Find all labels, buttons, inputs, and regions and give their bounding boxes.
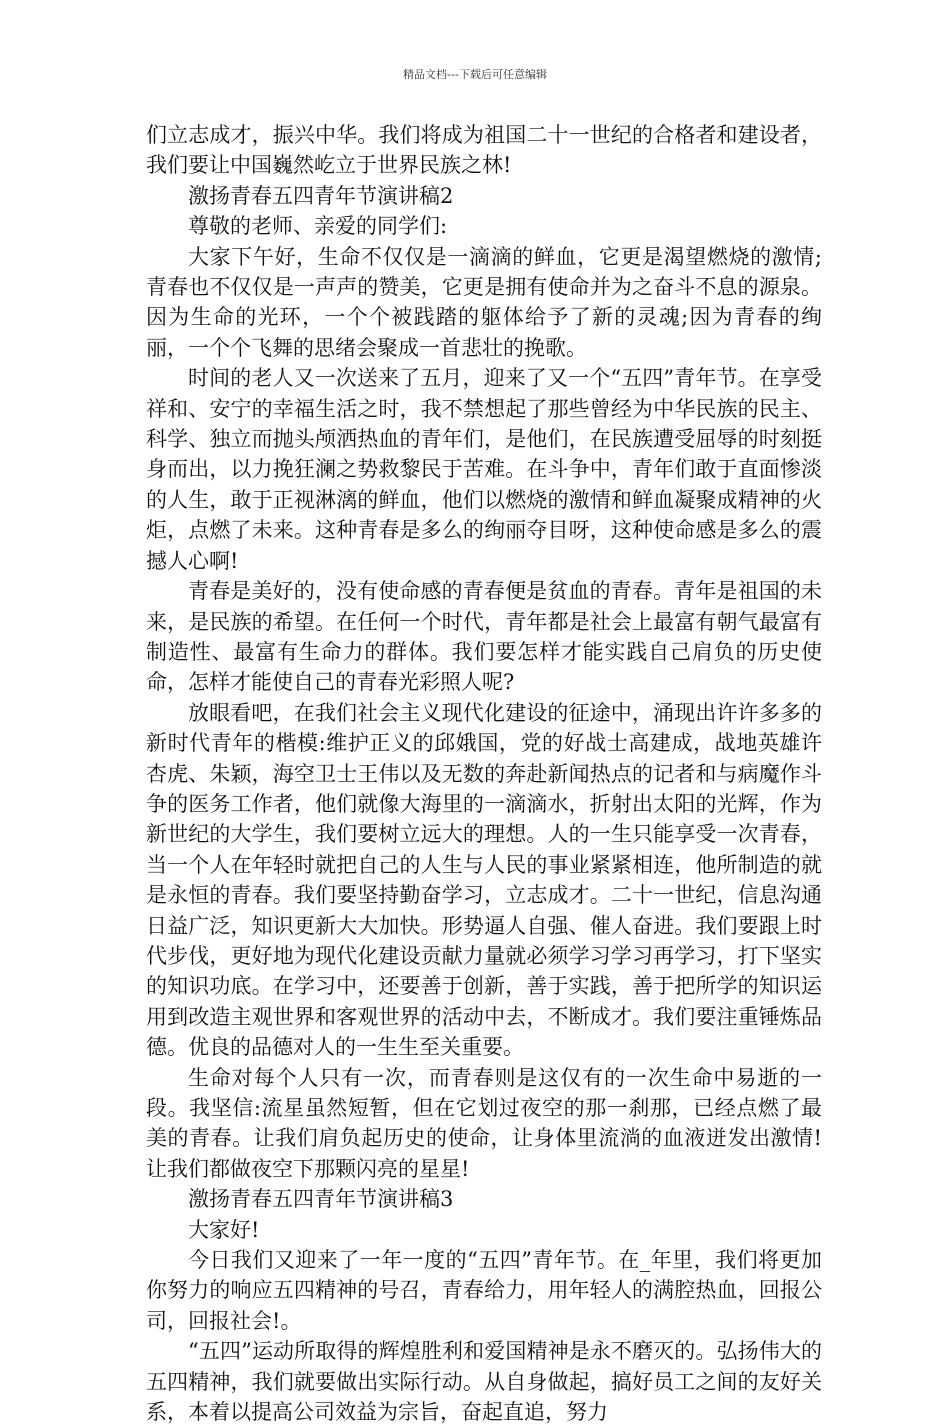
paragraph: 大家下午好，生命不仅仅是一滴滴的鲜血，它更是渴望燃烧的激情;青春也不仅仅是一声声的赞美，它更是拥有使命并为之奋斗不息的源泉。因为生命的光环，一个个被践踏的躯体给予了新的灵魂;因为青春的绚丽，一个个飞舞的思绪会聚成一首悲壮的挽歌。 [146,244,822,360]
section-title: 激扬青春五四青年节演讲稿3 [188,1187,454,1212]
paragraph: “五四”运动所取得的辉煌胜利和爱国精神是永不磨灭的。弘扬伟大的五四精神，我们就要做出实际行动。从自身做起，搞好员工之间的友好关系，本着以提高公司效益为宗旨，奋起直追，努力 [146,1339,822,1425]
paragraph: 们立志成才，振兴中华。我们将成为祖国二十一世纪的合格者和建设者，我们要让中国巍然屹立于世界民族之林! [146,123,822,178]
paragraph: 生命对每个人只有一次，而青春则是这仅有的一次生命中易逝的一段。我坚信:流星虽然短暂，但在它划过夜空的那一刹那，已经点燃了最美的青春。让我们肩负起历史的使命，让身体里流淌的血液迸发出激情!让我们都做夜空下那颗闪亮的星星! [146,1065,822,1181]
paragraph: 放眼看吧，在我们社会主义现代化建设的征途中，涌现出许许多多的新时代青年的楷模:维护正义的邱娥国，党的好战士高建成，战地英雄许杏虎、朱颖，海空卫士王伟以及无数的奔赴新闻热点的记者和与病魔作斗争的医务工作者，他们就像大海里的一滴滴水，折射出太阳的光辉，作为新世纪的大学生，我们要树立远大的理想。人的一生只能享受一次青春，当一个人在年轻时就把自己的人生与人民的事业紧紧相连，他所制造的就是永恒的青春。我们要坚持勤奋学习，立志成才。二十一世纪，信息沟通日益广泛，知识更新大大加快。形势逼人自强、催人奋进。我们要跟上时代步伐，更好地为现代化建设贡献力量就必须学习学习再学习，打下坚实的知识功底。在学习中，还要善于创新，善于实践，善于把所学的知识运用到改造主观世界和客观世界的活动中去，不断成才。我们要注重锤炼品德。优良的品德对人的一生生至关重要。 [146,700,822,1060]
salutation: 大家好! [188,1217,260,1242]
paragraph: 时间的老人又一次送来了五月，迎来了又一个“五四”青年节。在享受祥和、安宁的幸福生活之时，我不禁想起了那些曾经为中华民族的民主、科学、独立而抛头颅洒热血的青年们，是他们，在民族遭受屈辱的时刻挺身而出，以力挽狂澜之势救黎民于苦难。在斗争中，青年们敢于直面惨淡的人生，敢于正视淋漓的鲜血，他们以燃烧的激情和鲜血凝聚成精神的火炬，点燃了未来。这种青春是多么的绚丽夺目呀，这种使命感是多么的震撼人心啊! [146,366,822,573]
section-title: 激扬青春五四青年节演讲稿2 [188,183,454,208]
page-header: 精品文档---下载后可任意编辑 [403,68,547,81]
paragraph: 青春是美好的，没有使命感的青春便是贫血的青春。青年是祖国的未来，是民族的希望。在任何一个时代，青年都是社会上最富有朝气最富有制造性、最富有生命力的群体。我们要怎样才能实践自己肩负的历史使命，怎样才能使自己的青春光彩照人呢? [146,579,822,695]
paragraph: 今日我们又迎来了一年一度的“五四”青年节。在_年里，我们将更加你努力的响应五四精神的号召，青春给力，用年轻人的满腔热血，回报公司，回报社会!。 [146,1248,822,1333]
document-body [146,120,822,1427]
salutation: 尊敬的老师、亲爱的同学们: [188,214,448,239]
